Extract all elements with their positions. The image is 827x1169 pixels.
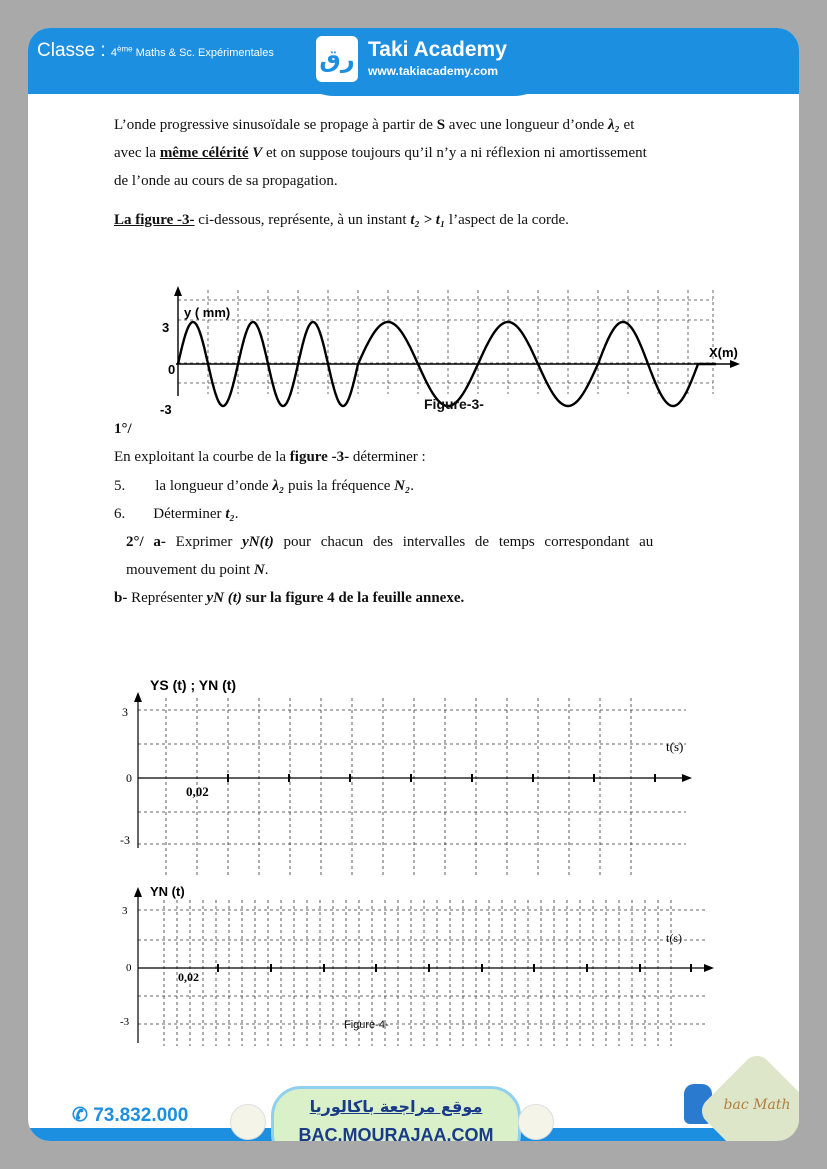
figure-4-caption: Figure-4-	[344, 1019, 389, 1031]
class-label: Classe : 4ème Maths & Sc. Expérimentales	[37, 40, 274, 61]
bacmath-logo-text: bac Math	[723, 1097, 791, 1113]
figure-4-top-tick-3: 3	[122, 705, 128, 719]
figure-3-y-label: y ( mm)	[184, 305, 231, 320]
bacmath-logo-icon	[696, 1050, 799, 1141]
figure-4-bottom-tick-3: 3	[122, 905, 128, 917]
figure-4-top-t-label: t(s)	[666, 739, 684, 754]
question-2b: b- Représenter yN (t) sur la figure 4 de la feuille annexe.	[114, 590, 465, 606]
paragraph-line-4: La figure -3- ci-dessous, représente, à un instant t₂ > t₁ l’aspect de la corde.	[114, 212, 569, 228]
figure-4-bottom-tick-neg3: -3	[120, 1016, 130, 1028]
ministry-badge-left-icon	[230, 1104, 266, 1140]
figure-4-top-tick-0: 0	[126, 771, 132, 785]
figure-4-bottom-t-arrow	[704, 964, 714, 972]
bac-site-name: BAC.MOURAJAA.COM	[298, 1125, 494, 1141]
question-2a-line-1: 2°/ a- Exprimer yN(t) pour chacun des intervalles de temps correspondant au	[126, 534, 654, 550]
figure-4-bottom-grid	[138, 900, 708, 1046]
figure-3-x-label: X(m)	[709, 345, 738, 360]
phone-icon: ✆	[72, 1105, 88, 1126]
brand-name: Taki Academy	[368, 38, 507, 61]
figure-3-tick-3: 3	[162, 320, 170, 335]
figure-4-top-grid	[138, 698, 686, 876]
paragraph-line-3: de l’onde au cours de sa propagation.	[114, 173, 338, 189]
figure-4-top-t-arrow	[682, 774, 692, 782]
question-2a-line-2: mouvement du point N.	[126, 562, 269, 578]
paragraph-line-2: avec la même célérité V et on suppose toujours qu’il n’y a ni réflexion ni amortissement	[114, 145, 647, 161]
figure-4-bottom-tick-0: 0	[126, 962, 132, 974]
phone-number[interactable]: ✆ 73.832.000	[72, 1105, 189, 1126]
figure-4-top-y-arrow	[134, 692, 142, 702]
figure-4-top-y-label: YS (t) ; YN (t)	[150, 677, 237, 693]
figure-4-top-tick-neg3: -3	[120, 833, 130, 847]
figure-4-bottom-y-label: YN (t)	[150, 884, 185, 899]
figure-4-top-x-tick: 0,02	[186, 784, 209, 799]
brand-logo-icon: رق	[316, 36, 358, 82]
figure-3-tick-neg3: -3	[160, 402, 172, 417]
figure-4-bottom-t-label: t(s)	[666, 931, 682, 945]
figure-3-caption: Figure-3-	[424, 396, 484, 412]
bac-mourajaa-banner[interactable]	[271, 1086, 521, 1141]
question-item-5: 5. la longueur d’onde λ₂ puis la fréquence N₂.	[114, 478, 414, 494]
figure-3-y-arrow	[174, 286, 182, 296]
document-page	[28, 28, 799, 1141]
figure-4-bottom-y-arrow	[134, 887, 142, 897]
ministry-badge-right-icon	[518, 1104, 554, 1140]
figure-3-grid	[178, 290, 713, 394]
bac-arabic-title: موقع مراجعة باكالوريا	[309, 1097, 483, 1116]
question-1-title: 1°/	[114, 421, 132, 437]
figure-4-bottom-x-tick: 0,02	[178, 970, 199, 984]
figure-3-tick-0: 0	[168, 362, 176, 377]
figure-3-x-arrow	[730, 360, 740, 368]
question-1-intro: En exploitant la courbe de la figure -3- déterminer :	[114, 449, 426, 465]
figure-4-chart	[118, 668, 738, 1048]
question-item-6: 6. Déterminer t₂.	[114, 506, 239, 522]
paragraph-line-1: L’onde progressive sinusoïdale se propage à partir de S avec une longueur d’onde λ₂ et	[114, 117, 635, 133]
brand-url[interactable]: www.takiacademy.com	[368, 64, 499, 78]
